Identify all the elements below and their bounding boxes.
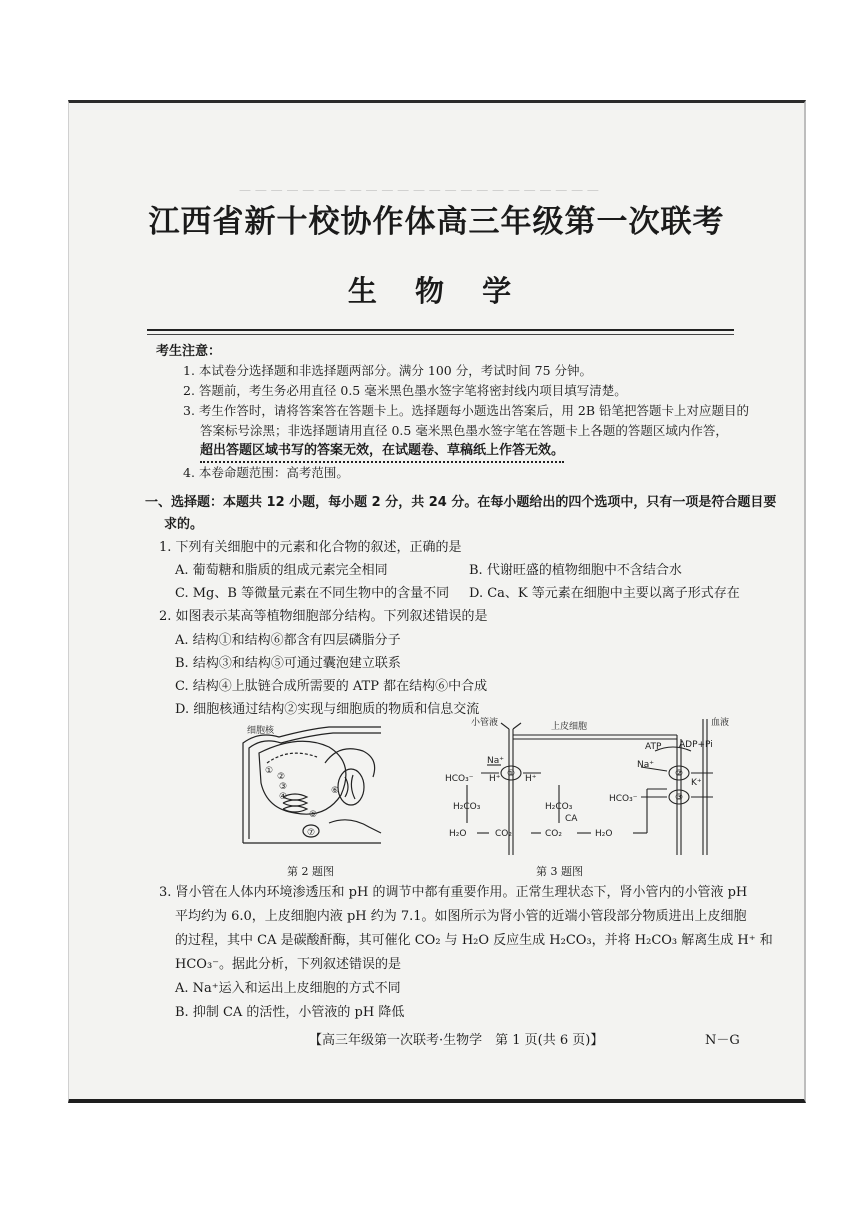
fig2-number: ② [277, 772, 286, 782]
fig3-protein-2: ② [675, 769, 684, 779]
fig3-label-h2o-right: H₂O [595, 829, 613, 839]
fig2-number: ④ [279, 792, 288, 802]
fig3-label-co2-left: CO₂ [495, 829, 512, 839]
fig3-label-ca: CA [565, 814, 578, 824]
fig2-number: ⑤ [309, 810, 318, 820]
fig3-label-na-in: Na⁺ [487, 756, 504, 766]
figure-3-tubule-transport [441, 715, 741, 855]
q3-stem-line: HCO₃⁻。据此分析，下列叙述错误的是 [175, 957, 402, 972]
fig3-label-adp: ADP+Pi [679, 740, 713, 750]
figure-2-plant-cell [239, 723, 384, 848]
q3-stem-line: 的过程，其中 CA 是碳酸酐酶，其可催化 CO₂ 与 H₂O 反应生成 H₂CO₃，并将 H₂CO₃ 解离生成 H⁺ 和 [175, 933, 773, 948]
fig2-number: ⑦ [307, 828, 316, 838]
q1-option-b: B. 代谢旺盛的植物细胞中不含结合水 [469, 563, 682, 578]
fig3-protein-1: ① [507, 769, 516, 779]
q3-option-a: A. Na⁺运入和运出上皮细胞的方式不同 [175, 981, 401, 996]
notice-item: 2. 答题前，考生务必用直径 0.5 毫米黑色墨水签字笔将密封线内项目填写清楚。 [183, 383, 627, 398]
figure-3-caption: 第 3 题图 [536, 865, 583, 878]
q1-stem: 1. 下列有关细胞中的元素和化合物的叙述，正确的是 [159, 540, 462, 555]
notice-item-emphasis: 超出答题区域书写的答案无效，在试题卷、草稿纸上作答无效。 [200, 444, 564, 457]
q2-option-b: B. 结构③和结构⑤可通过囊泡建立联系 [175, 656, 401, 671]
q2-stem: 2. 如图表示某高等植物细胞部分结构。下列叙述错误的是 [159, 609, 488, 624]
bleed-through-text: — — — — — — — — — — — — — — — — — — — — — — — [239, 183, 599, 197]
fig3-label-atp: ATP [645, 742, 662, 752]
fig3-blood-label: 血液 [711, 718, 730, 728]
q1-option-c: C. Mg、B 等微量元素在不同生物中的含量不同 [175, 586, 450, 601]
fig3-tubular-fluid-label: 小管液 [471, 718, 499, 728]
q2-option-c: C. 结构④上肽链合成所需要的 ATP 都在结构⑥中合成 [175, 679, 488, 694]
fig2-number: ③ [279, 782, 288, 792]
section-heading: 一、选择题：本题共 12 小题，每小题 2 分，共 24 分。在每小题给出的四个选项中，只有一项是符合题目要 [145, 495, 777, 510]
fig3-label-h-left: H⁺ [489, 774, 501, 784]
exam-paper [68, 100, 806, 1103]
fig3-label-h2o-left: H₂O [449, 829, 467, 839]
header-rule-thin [147, 334, 734, 335]
subject-title: 生 物 学 [347, 274, 526, 308]
fig3-label-na-out: Na⁺ [637, 760, 654, 770]
fig2-number: ① [265, 766, 274, 776]
fig3-label-co2-right: CO₂ [545, 829, 562, 839]
figure-2-caption: 第 2 题图 [287, 865, 334, 878]
q3-option-b: B. 抑制 CA 的活性，小管液的 pH 降低 [175, 1005, 405, 1020]
fig2-nucleus-label: 细胞核 [247, 726, 275, 736]
fig3-protein-3: ③ [675, 793, 684, 803]
fig3-epithelial-cell-label: 上皮细胞 [551, 722, 588, 732]
page-footer: 【高三年级第一次联考·生物学 第 1 页(共 6 页)】 [309, 1033, 604, 1048]
notice-item: 答案标号涂黑；非选择题请用直径 0.5 毫米黑色墨水签字笔在答题卡上各题的答题区域内作答， [200, 423, 728, 438]
section-heading-cont: 求的。 [164, 517, 204, 532]
fig3-label-k: K⁺ [691, 778, 702, 788]
notice-item: 3. 考生作答时，请将答案答在答题卡上。选择题每小题选出答案后，用 2B 铅笔把答题卡上对应题目的 [183, 403, 749, 418]
q3-stem-line: 平均约为 6.0，上皮细胞内液 pH 约为 7.1。如图所示为肾小管的近端小管段部分物质进出上皮细胞 [175, 909, 747, 924]
q2-option-a: A. 结构①和结构⑥都含有四层磷脂分子 [175, 633, 401, 648]
q2-option-d: D. 细胞核通过结构②实现与细胞质的物质和信息交流 [175, 702, 480, 717]
notice-item: 1. 本试卷分选择题和非选择题两部分。满分 100 分，考试时间 75 分钟。 [183, 363, 593, 378]
notice-item: 4. 本卷命题范围：高考范围。 [183, 465, 349, 480]
fig3-label-hco3-left: HCO₃⁻ [445, 774, 474, 784]
fig3-label-h2co3-left: H₂CO₃ [453, 802, 481, 812]
fig3-label-hco3-right: HCO₃⁻ [609, 794, 638, 804]
fig3-label-h2co3-right: H₂CO₃ [545, 802, 573, 812]
q3-stem-line: 3. 肾小管在人体内环境渗透压和 pH 的调节中都有重要作用。正常生理状态下，肾小管内的小管液 pH [159, 885, 748, 900]
exam-title: 江西省新十校协作体高三年级第一次联考 [148, 204, 725, 240]
paper-code: N－G [705, 1033, 740, 1048]
q1-option-a: A. 葡萄糖和脂质的组成元素完全相同 [175, 563, 388, 578]
fig3-label-h-right: H⁺ [525, 774, 537, 784]
notice-heading: 考生注意： [156, 344, 222, 359]
fig2-number: ⑥ [331, 786, 340, 796]
header-rule [147, 329, 734, 331]
q1-option-d: D. Ca、K 等元素在细胞中主要以离子形式存在 [469, 586, 740, 601]
